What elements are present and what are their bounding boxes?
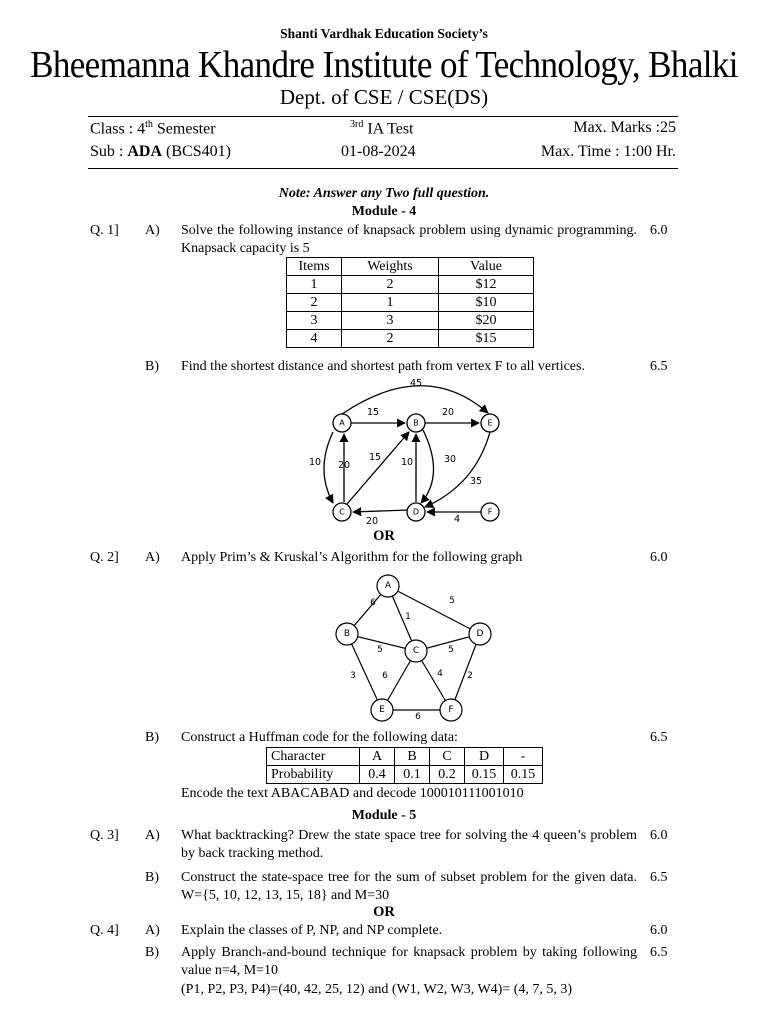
institute-name: Bheemanna Khandre Institute of Technology, Bhalki <box>30 43 738 86</box>
q3-number: Q. 3] <box>90 828 119 843</box>
table-cell: 3 <box>342 312 439 330</box>
table-cell: - <box>504 748 543 766</box>
node-label: B <box>343 629 351 639</box>
node-label: D <box>476 629 484 639</box>
header-rule-top <box>88 116 678 117</box>
edge-d-f <box>451 634 480 710</box>
node-label: E <box>487 418 493 428</box>
q2-number: Q. 2] <box>90 550 119 565</box>
subject-info: Sub : ADA (BCS401) <box>90 143 231 160</box>
q2a-text: Apply Prim’s & Kruskal’s Algorithm for the following graph <box>181 550 523 565</box>
edge-a-d <box>388 586 480 634</box>
q1a-marks: 6.0 <box>650 223 668 238</box>
q1a-text: Solve the following instance of knapsack problem using dynamic programming. Knapsack capacity is 5 <box>181 223 637 256</box>
table-row <box>287 276 534 294</box>
node-label: E <box>379 705 385 715</box>
table-cell: 0.1 <box>395 766 430 784</box>
edge-weight: 15 <box>368 452 382 463</box>
directed-graph <box>295 370 520 532</box>
node-label: F <box>487 507 493 517</box>
table-row <box>287 330 534 348</box>
test-date: 01-08-2024 <box>341 143 416 160</box>
table-header-cell: Weights <box>342 258 439 276</box>
undirected-graph <box>325 572 500 724</box>
edge-e-d <box>425 432 490 507</box>
table-cell: 3 <box>287 312 342 330</box>
q3b-text: Construct the state-space tree for the sum of subset problem for the given data. W={5, 10, 12, 13, 15, 18} and M=30 <box>181 870 637 903</box>
edge-d-c <box>353 510 408 512</box>
edge-a-e <box>342 386 488 414</box>
table-cell: 2 <box>342 330 439 348</box>
table-row <box>287 312 534 330</box>
or-divider-1: OR <box>373 528 395 544</box>
module-4-heading: Module - 4 <box>351 204 417 219</box>
q4b-text: Apply Branch-and-bound technique for knapsack problem by taking following value n=4, M=10 <box>181 945 637 978</box>
q3a-marks: 6.0 <box>650 828 668 843</box>
q2a-marks: 6.0 <box>650 550 668 565</box>
edge-weight: 15 <box>366 407 380 418</box>
q4-number: Q. 4] <box>90 923 119 938</box>
table-cell: B <box>395 748 430 766</box>
header-rule-bottom <box>88 168 678 169</box>
module-5-heading: Module - 5 <box>351 808 417 823</box>
q4b-marks: 6.5 <box>650 945 668 960</box>
edge-weight: 2 <box>467 671 473 681</box>
edge-weight: 20 <box>337 460 351 471</box>
edge-weight: 10 <box>308 457 322 468</box>
q2a-label: A) <box>145 550 160 565</box>
q1b-label: B) <box>145 359 159 374</box>
node-label: F <box>448 705 454 715</box>
q3a-label: A) <box>145 828 160 843</box>
node-label: C <box>339 507 345 517</box>
or-divider-2: OR <box>373 904 395 920</box>
test-name: $^{3rd}$ IA Test <box>350 119 414 138</box>
node-label: A <box>384 581 392 591</box>
table-cell: 0.15 <box>465 766 504 784</box>
edge-weight: 5 <box>377 645 383 655</box>
q2b-encode-text: Encode the text ABACABAD and decode 100010111001010 <box>181 786 524 801</box>
class-info: Class : 4th Semester <box>90 119 216 138</box>
exam-note: Note: Answer any Two full question. <box>278 186 490 201</box>
q3b-marks: 6.5 <box>650 870 668 885</box>
table-cell: 1 <box>342 294 439 312</box>
table-cell: Character <box>267 748 360 766</box>
edge-weight: 6 <box>370 598 376 608</box>
node-label: B <box>413 418 419 428</box>
table-cell: $12 <box>439 276 534 294</box>
edge-weight: 20 <box>441 407 455 418</box>
edge-weight: 30 <box>443 454 457 465</box>
q1-number: Q. 1] <box>90 223 119 238</box>
table-header-cell: Value <box>439 258 534 276</box>
q2b-text: Construct a Huffman code for the following data: <box>181 730 458 745</box>
table-cell: 1 <box>287 276 342 294</box>
table-cell: D <box>465 748 504 766</box>
table-cell: Probability <box>267 766 360 784</box>
table-row <box>287 294 534 312</box>
table-row <box>267 766 543 784</box>
table-cell: C <box>430 748 465 766</box>
q1a-label: A) <box>145 223 160 238</box>
table-cell: 0.2 <box>430 766 465 784</box>
max-time: Max. Time : 1:00 Hr. <box>540 143 676 160</box>
edge-b-d <box>421 430 434 503</box>
edge-weight: 6 <box>415 712 421 722</box>
q4a-marks: 6.0 <box>650 923 668 938</box>
table-cell: A <box>360 748 395 766</box>
q3b-label: B) <box>145 870 159 885</box>
table-cell: 0.4 <box>360 766 395 784</box>
edge-c-b <box>347 432 409 504</box>
edge-weight: 5 <box>448 645 454 655</box>
knapsack-table <box>286 257 534 348</box>
table-header-cell: Items <box>287 258 342 276</box>
table-cell: 0.15 <box>504 766 543 784</box>
q3a-text: What backtracking? Drew the state space tree for solving the 4 queen’s problem by back tracking method. <box>181 828 637 861</box>
table-cell: 2 <box>342 276 439 294</box>
node-label: C <box>412 646 420 656</box>
edge-weight: 3 <box>350 671 356 681</box>
q4b-label: B) <box>145 945 159 960</box>
edge-weight: 1 <box>405 612 411 622</box>
max-marks: Max. Marks :25 <box>573 119 676 136</box>
edge-weight: 20 <box>365 516 379 527</box>
node-label: D <box>412 507 420 517</box>
q2b-label: B) <box>145 730 159 745</box>
q4a-label: A) <box>145 923 160 938</box>
q4b-values: (P1, P2, P3, P4)=(40, 42, 25, 12) and (W1, W2, W3, W4)= (4, 7, 5, 3) <box>181 982 573 997</box>
edge-weight: 4 <box>437 669 443 679</box>
edge-weight: 6 <box>382 671 388 681</box>
edge-weight: 35 <box>469 476 483 487</box>
table-cell: $20 <box>439 312 534 330</box>
huffman-table <box>266 747 543 784</box>
table-cell: 4 <box>287 330 342 348</box>
q4a-text: Explain the classes of P, NP, and NP complete. <box>181 923 443 938</box>
edge-weight: 10 <box>400 457 414 468</box>
q1b-marks: 6.5 <box>650 359 668 374</box>
edge-a-c <box>324 432 333 503</box>
society-name: Shanti Vardhak Education Society’s <box>280 26 488 41</box>
table-cell: 2 <box>287 294 342 312</box>
table-cell: $15 <box>439 330 534 348</box>
department: Dept. of CSE / CSE(DS) <box>279 85 489 109</box>
node-label: A <box>339 418 345 428</box>
edge-weight: 45 <box>409 378 423 389</box>
table-header-row <box>287 258 534 276</box>
edge-weight: 4 <box>453 514 461 525</box>
edge-weight: 5 <box>449 596 455 606</box>
table-cell: $10 <box>439 294 534 312</box>
q2b-marks: 6.5 <box>650 730 668 745</box>
q1b-text: Find the shortest distance and shortest path from vertex F to all vertices. <box>181 359 585 374</box>
table-row <box>267 748 543 766</box>
